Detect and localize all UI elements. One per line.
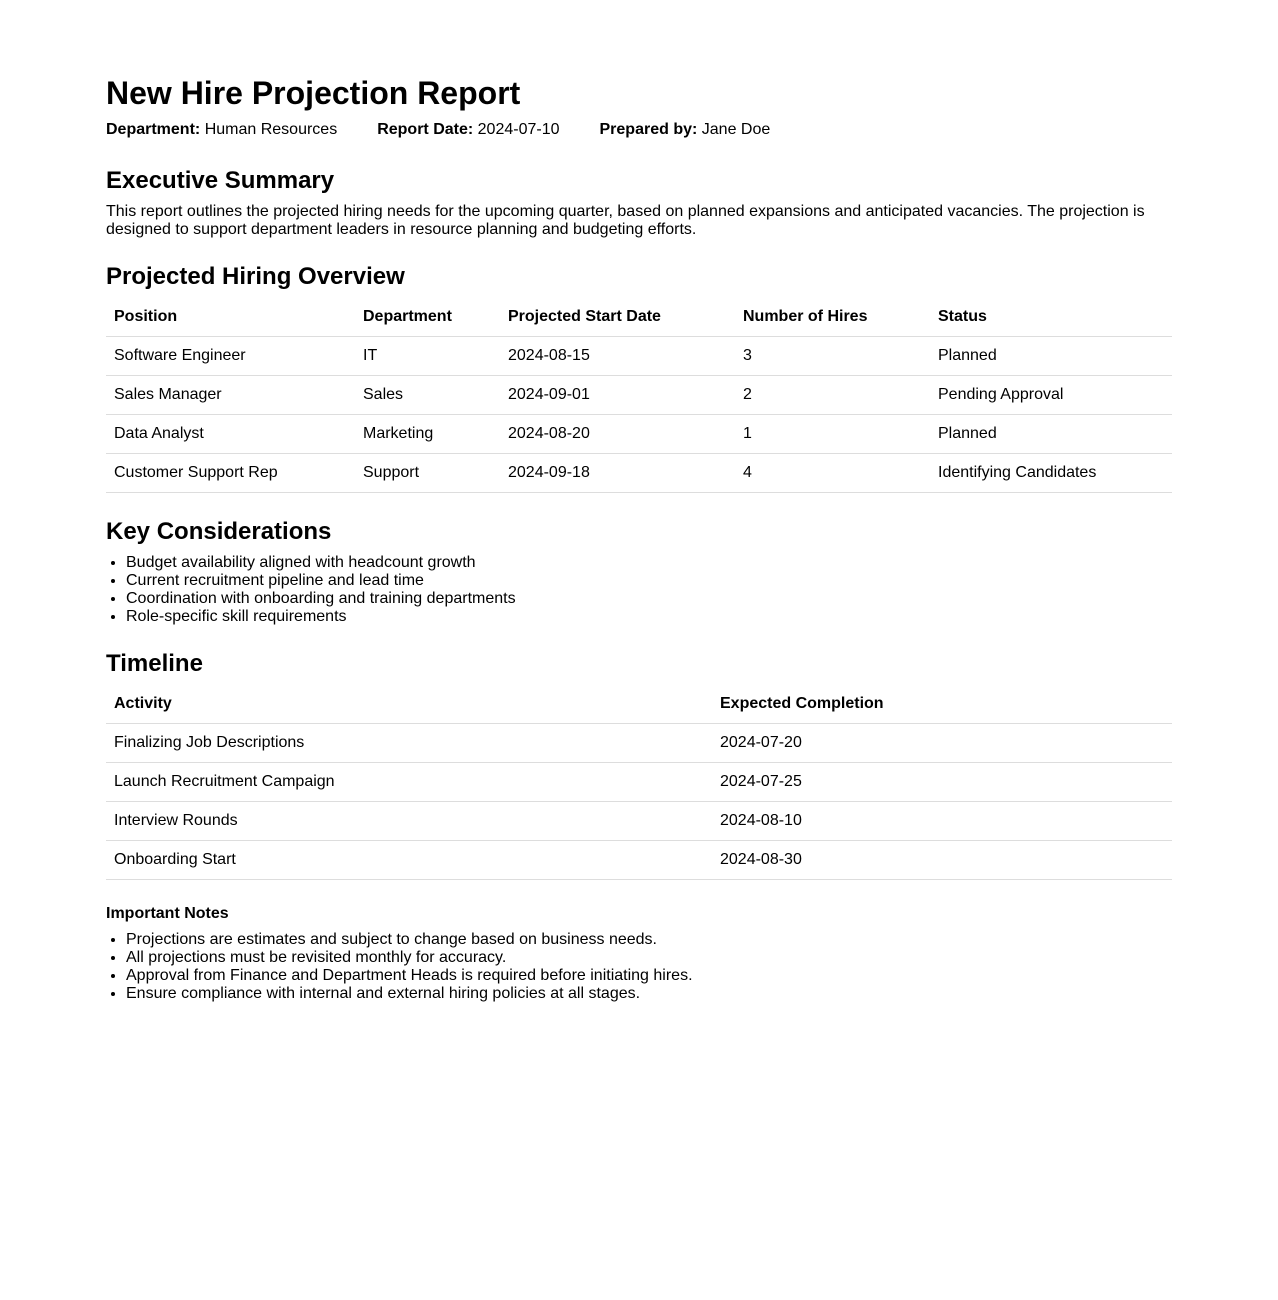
cell-expected-completion: 2024-08-30	[712, 841, 1172, 880]
list-item: • Budget availability aligned with headcount growth	[126, 554, 516, 572]
column-header-hires: Number of Hires	[735, 298, 930, 337]
cell-status: Planned	[930, 337, 1172, 376]
list-item: • Ensure compliance with internal and external hiring policies at all stages.	[126, 985, 693, 1003]
cell-position: Customer Support Rep	[106, 454, 355, 493]
executive-summary-heading: Executive Summary	[106, 167, 335, 194]
column-header-position: Position	[106, 298, 355, 337]
cell-expected-completion: 2024-07-20	[712, 724, 1172, 763]
timeline-heading: Timeline	[106, 650, 203, 677]
cell-hires: 2	[735, 376, 930, 415]
column-header-expected-completion: Expected Completion	[712, 685, 1172, 724]
cell-hires: 1	[735, 415, 930, 454]
table-row	[106, 415, 1172, 454]
cell-expected-completion: 2024-08-10	[712, 802, 1172, 841]
key-considerations-heading: Key Considerations	[106, 518, 332, 545]
meta-report-date-label: Report Date:	[377, 121, 474, 138]
table-header-row	[106, 685, 1172, 724]
important-notes-list	[106, 931, 693, 1003]
table-header-row	[106, 298, 1172, 337]
cell-department: Marketing	[355, 415, 500, 454]
cell-start-date: 2024-08-15	[500, 337, 735, 376]
list-item: • All projections must be revisited monthly for accuracy.	[126, 949, 693, 967]
cell-start-date: 2024-09-18	[500, 454, 735, 493]
column-header-department: Department	[355, 298, 500, 337]
meta-department-label: Department:	[106, 121, 201, 138]
executive-summary-text: This report outlines the projected hiring needs for the upcoming quarter, based on planned expansions and anticipated vacancies. The projection is designed to support department leaders in resource planning and budgeting efforts.	[106, 203, 1145, 238]
table-row	[106, 337, 1172, 376]
meta-report-date-value: 2024-07-10	[477, 121, 560, 138]
list-item: • Role-specific skill requirements	[126, 608, 516, 626]
list-item: • Projections are estimates and subject to change based on business needs.	[126, 931, 693, 949]
cell-department: Sales	[355, 376, 500, 415]
meta-department-value: Human Resources	[204, 121, 338, 138]
hiring-overview-heading: Projected Hiring Overview	[106, 263, 405, 290]
meta-prepared-by	[600, 120, 771, 139]
table-row	[106, 802, 1172, 841]
list-item: • Current recruitment pipeline and lead time	[126, 572, 516, 590]
table-row	[106, 454, 1172, 493]
cell-expected-completion: 2024-07-25	[712, 763, 1172, 802]
table-row	[106, 763, 1172, 802]
cell-start-date: 2024-08-20	[500, 415, 735, 454]
cell-start-date: 2024-09-01	[500, 376, 735, 415]
cell-activity: Finalizing Job Descriptions	[106, 724, 712, 763]
cell-activity: Onboarding Start	[106, 841, 712, 880]
cell-department: IT	[355, 337, 500, 376]
cell-status: Planned	[930, 415, 1172, 454]
cell-activity: Interview Rounds	[106, 802, 712, 841]
timeline-table	[106, 685, 1172, 880]
meta-report-date	[377, 120, 559, 139]
cell-position: Software Engineer	[106, 337, 355, 376]
column-header-activity: Activity	[106, 685, 712, 724]
hiring-overview-table	[106, 298, 1172, 493]
cell-status: Identifying Candidates	[930, 454, 1172, 493]
list-item: • Coordination with onboarding and training departments	[126, 590, 516, 608]
table-row	[106, 376, 1172, 415]
cell-department: Support	[355, 454, 500, 493]
column-header-start-date: Projected Start Date	[500, 298, 735, 337]
column-header-status: Status	[930, 298, 1172, 337]
report-meta	[106, 120, 810, 139]
cell-hires: 3	[735, 337, 930, 376]
cell-position: Sales Manager	[106, 376, 355, 415]
table-row	[106, 841, 1172, 880]
report-title: New Hire Projection Report	[106, 75, 521, 111]
table-row	[106, 724, 1172, 763]
cell-status: Pending Approval	[930, 376, 1172, 415]
meta-prepared-by-value: Jane Doe	[701, 121, 771, 138]
cell-activity: Launch Recruitment Campaign	[106, 763, 712, 802]
important-notes-heading: Important Notes	[106, 905, 229, 922]
cell-position: Data Analyst	[106, 415, 355, 454]
meta-prepared-by-label: Prepared by:	[599, 121, 698, 138]
list-item: • Approval from Finance and Department Heads is required before initiating hires.	[126, 967, 693, 985]
cell-hires: 4	[735, 454, 930, 493]
meta-department	[106, 120, 337, 139]
key-considerations-list	[106, 554, 516, 626]
